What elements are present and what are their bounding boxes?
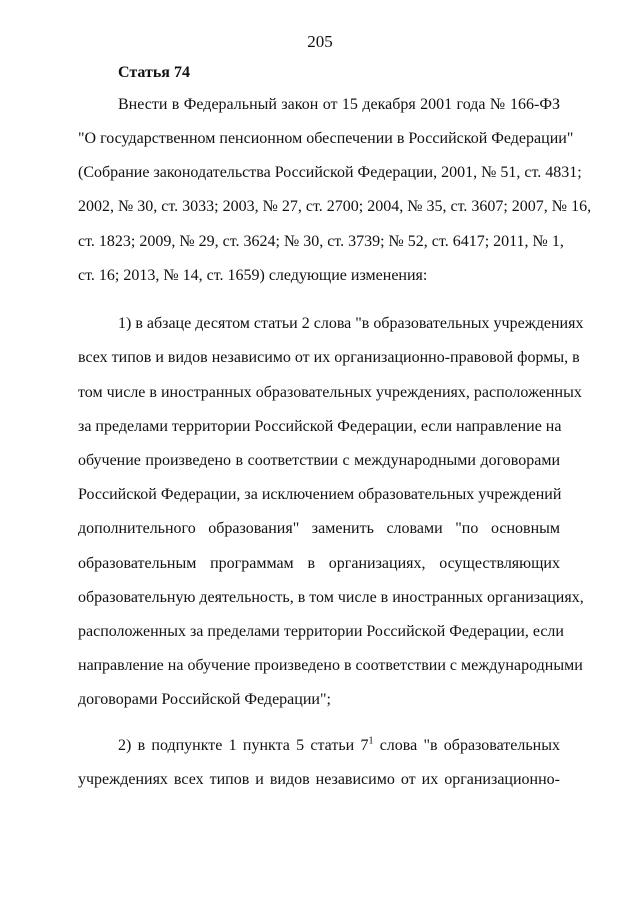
item1-line: направление на обучение произведено в соответствии с международными bbox=[78, 657, 583, 674]
item1-line: договорами Российской Федерации"; bbox=[78, 691, 331, 708]
intro-line: Внести в Федеральный закон от 15 декабря 2001 года № 166-ФЗ bbox=[118, 96, 560, 113]
item1-line: образовательным программам в организациях, осуществляющих bbox=[78, 555, 560, 572]
item2-superscript: 1 bbox=[368, 735, 374, 747]
item1-line: за пределами территории Российской Федерации, если направление на bbox=[78, 418, 562, 435]
intro-line: ст. 16; 2013, № 14, ст. 1659) следующие изменения: bbox=[78, 267, 428, 284]
item2-text-b: слова "в образовательных bbox=[373, 737, 560, 754]
item1-line: расположенных за пределами территории Российской Федерации, если bbox=[78, 623, 564, 640]
intro-line: (Собрание законодательства Российской Федерации, 2001, № 51, ст. 4831; bbox=[78, 164, 582, 181]
item2-text-a: 2) в подпункте 1 пункта 5 статьи 7 bbox=[118, 737, 369, 754]
page-number: 205 bbox=[307, 32, 333, 51]
item1-line: том числе в иностранных образовательных учреждениях, расположенных bbox=[78, 384, 582, 401]
item1-line: 1) в абзаце десятом статьи 2 слова "в образовательных учреждениях bbox=[118, 315, 584, 332]
intro-line: "О государственном пенсионном обеспечении в Российской Федерации" bbox=[78, 130, 574, 147]
item1-line: образовательную деятельность, в том числе в иностранных организациях, bbox=[78, 589, 584, 606]
article-heading: Статья 74 bbox=[118, 64, 190, 81]
intro-line: 2002, № 30, ст. 3033; 2003, № 27, ст. 2700; 2004, № 35, ст. 3607; 2007, № 16, bbox=[78, 198, 592, 215]
item2-line: учреждениях всех типов и видов независимо от их организационно- bbox=[78, 771, 560, 788]
item1-line: обучение произведено в соответствии с международными договорами bbox=[78, 452, 560, 469]
intro-line: ст. 1823; 2009, № 29, ст. 3624; № 30, ст. 3739; № 52, ст. 6417; 2011, № 1, bbox=[78, 233, 564, 250]
item2-line bbox=[118, 736, 560, 756]
item1-line: Российской Федерации, за исключением образовательных учреждений bbox=[78, 486, 562, 503]
item1-line: всех типов и видов независимо от их организационно-правовой формы, в bbox=[78, 349, 580, 366]
item1-line: дополнительного образования" заменить словами "по основным bbox=[78, 520, 560, 537]
